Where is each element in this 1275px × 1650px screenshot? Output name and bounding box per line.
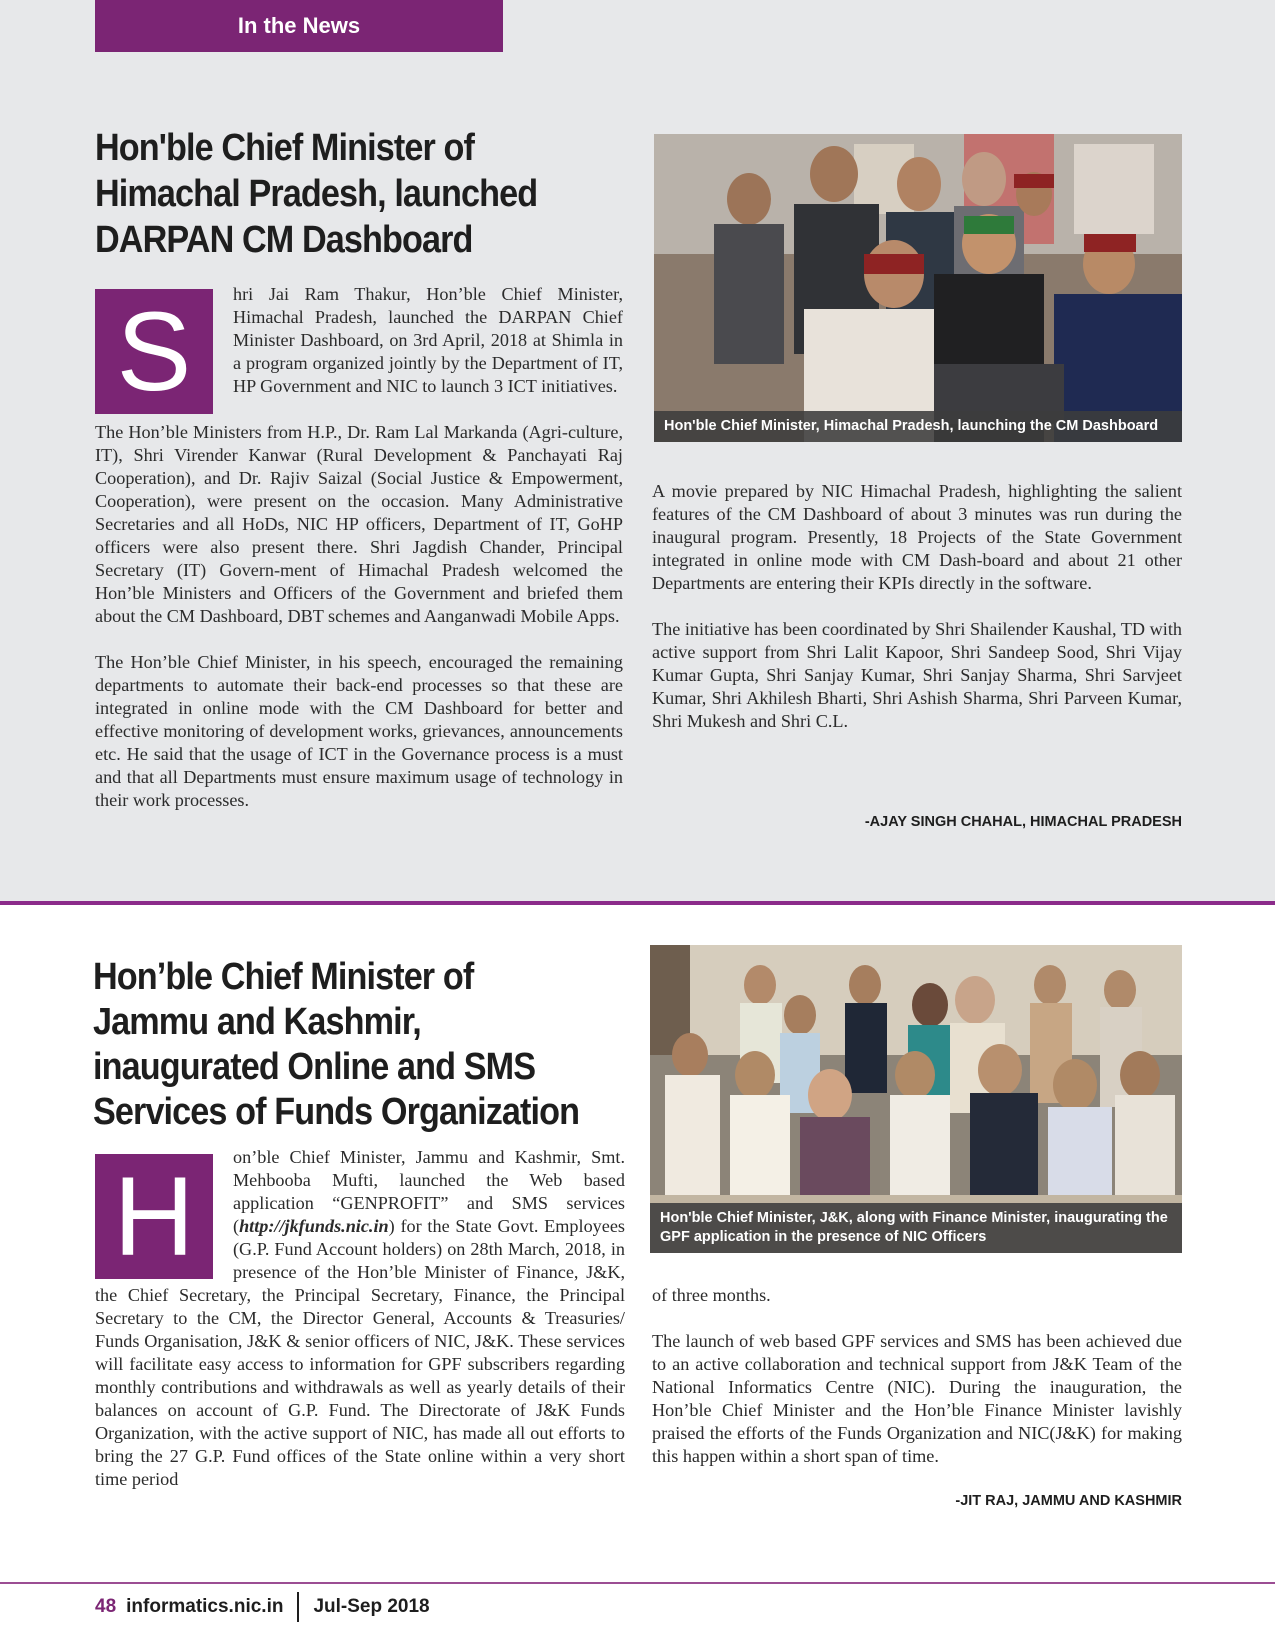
article1-para3: The Hon’ble Chief Minister, in his speech, encouraged the remaining departments to automate their back-end processes so that these are integrated in online mode with the CM Dashboard for better and effective monitoring of development works, grievances, announcements etc. He said that the usage of ICT in the Governance process is a must and that all Departments must ensure maximum usage of technology in their work processes. — [95, 652, 623, 810]
article1-byline: -AJAY SINGH CHAHAL, HIMACHAL PRADESH — [864, 814, 1182, 830]
footer-rule — [0, 1582, 1275, 1584]
article2-photo-caption: Hon'ble Chief Minister, J&K, along with Finance Minister, inaugurating the GPF application in the presence of NIC Officers — [650, 1203, 1182, 1253]
article1-para4: A movie prepared by NIC Himachal Pradesh, highlighting the salient features of the CM Dashboard of about 3 minutes was run during the inaugural program. Presently, 18 Projects of the State Government integrated in online mode with CM Dash-board and about 21 other Departments are entering their KPIs directly in the software. — [652, 481, 1182, 593]
article1-para2: The Hon’ble Ministers from H.P., Dr. Ram Lal Markanda (Agri-culture, IT), Shri Virender Kanwar (Rural Development & Panchayati Raj Cooperation), and Dr. Rajiv Saizal (Social Justice & Empowerment, Cooperation), were present on the occasion. Many Administrative Secretaries and all HoDs, NIC HP officers, Department of IT, GoHP officers were also present there. Shri Jagdish Chander, Principal Secretary (IT) Govern-ment of Himachal Pradesh welcomed the Hon’ble Ministers and Officers of the Government and briefed them about the CM Dashboard, DBT schemes and Aanganwadi Mobile Apps. — [95, 422, 623, 626]
article1-right-column — [652, 480, 1182, 756]
article2-link[interactable]: http://jkfunds.nic.in — [239, 1216, 389, 1236]
article1-photo-image — [654, 134, 1182, 442]
article1-dropcap: S — [95, 289, 213, 414]
article2-photo — [650, 945, 1182, 1253]
article2-headline: Hon’ble Chief Minister of Jammu and Kashmir, inaugurated Online and SMS Services of Funds Organization — [93, 956, 580, 1133]
footer-separator — [297, 1592, 299, 1622]
article1-para5: The initiative has been coordinated by Shri Shailender Kaushal, TD with active support from Shri Lalit Kapoor, Shri Sandeep Sood, Shri Vijay Kumar Gupta, Shri Sanjay Kumar, Shri Sanjay Sharma, Shri Sarvjeet Kumar, Shri Akhilesh Bharti, Shri Ashish Sharma, Shri Parveen Kumar, Shri Mukesh and Shri C.L. — [652, 619, 1182, 731]
article1-photo-caption: Hon'ble Chief Minister, Himachal Pradesh, launching the CM Dashboard — [654, 411, 1182, 442]
section-tab: In the News — [95, 0, 503, 52]
article1-photo — [654, 134, 1182, 442]
article1-para1: hri Jai Ram Thakur, Hon’ble Chief Minister, Himachal Pradesh, launched the DARPAN Chief Minister Dashboard, on 3rd April, 2018 at Shimla in a program organized jointly by the Department of IT, HP Government and NIC to launch 3 ICT initiatives. — [233, 284, 623, 396]
footer-issue: Jul-Sep 2018 — [313, 1596, 430, 1617]
article2-left-column — [95, 1146, 625, 1514]
footer-site[interactable]: informatics.nic.in — [126, 1596, 284, 1617]
article2-para2: of three months. — [652, 1285, 771, 1305]
page-number: 48 — [95, 1596, 117, 1617]
article2-dropcap: H — [95, 1154, 213, 1279]
article1-left-column — [95, 283, 623, 835]
article2-para3: The launch of web based GPF services and SMS has been achieved due to an active collaboration and technical support from J&K Team of the National Informatics Centre (NIC). During the inauguration, the Hon’ble Chief Minister and the Hon’ble Finance Minister lavishly praised the efforts of the Funds Organization and NIC(J&K) for making this happen within a short span of time. — [652, 1331, 1182, 1466]
article1-intro — [95, 283, 623, 414]
section-divider — [0, 901, 1275, 905]
article2-intro — [95, 1146, 625, 1491]
article2-right-column — [652, 1284, 1182, 1491]
article2-byline: -JIT RAJ, JAMMU AND KASHMIR — [955, 1493, 1182, 1509]
article2-para1-end: ) for the State Govt. Employees (G.P. Fund Account holders) on 28th March, 2018, in presence of the Hon’ble Minister of Finance, J&K, the Chief Secretary, the Principal Secretary, Finance, the Principal Secretary to the CM, the Director General, Accounts & Treasuries/ Funds Organisation, J&K & senior officers of NIC, J&K. These services will facilitate easy access to information for GPF subscribers regarding monthly contributions and withdrawals as well as yearly details of their balances on account of G.P. Fund. The Directorate of J&K Funds Organization, with the active support of NIC, has made all out efforts to bring the 27 G.P. Fund offices of the State online within a very short time period — [95, 1216, 625, 1489]
page-footer — [95, 1592, 430, 1622]
article1-headline: Hon'ble Chief Minister of Himachal Pradesh, launched DARPAN CM Dashboard — [95, 127, 538, 261]
article2-para1-start: on’ble Chief Minister, Jammu and Kashmir, Smt. Mehbooba Mufti, launched the Web based application “GENPROFIT” and SMS services ( — [233, 1147, 625, 1236]
